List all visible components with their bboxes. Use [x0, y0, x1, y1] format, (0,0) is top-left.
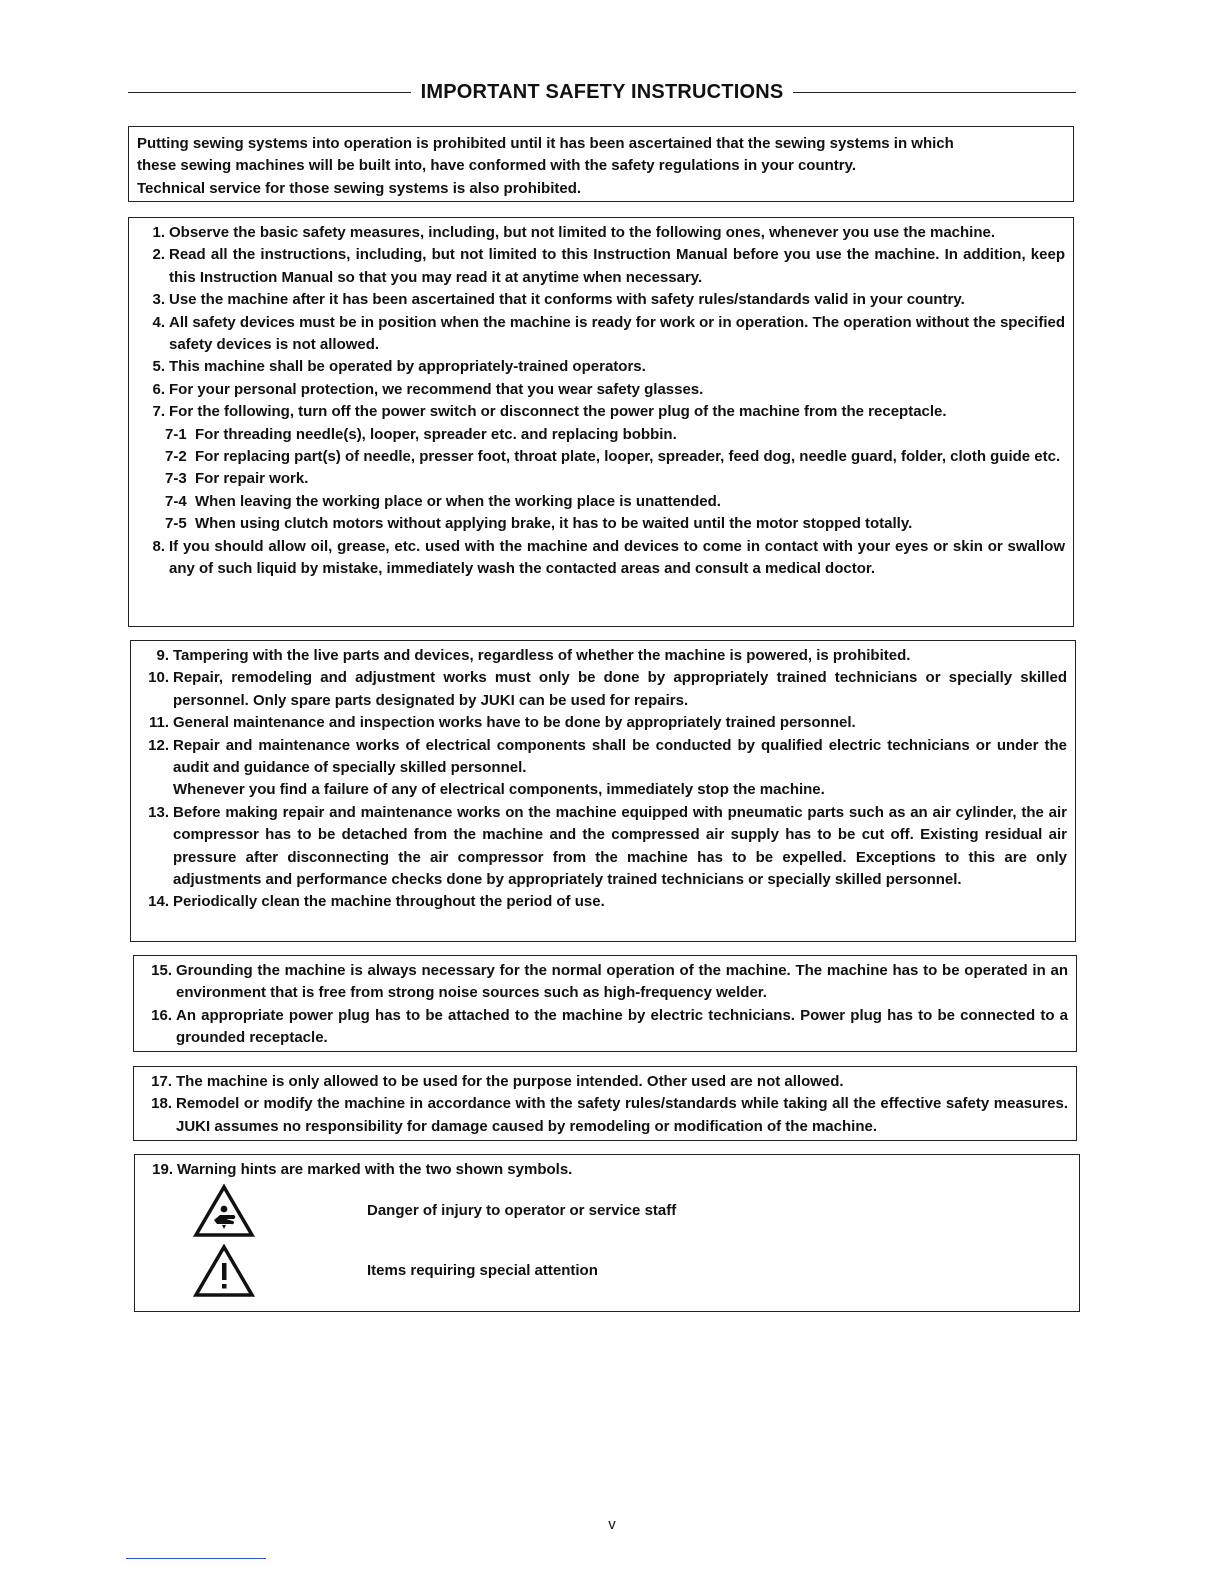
item-text: For your personal protection, we recommend that you wear safety glasses.: [169, 380, 704, 398]
item-text: Observe the basic safety measures, including, but not limited to the following ones, whenever you use the machine.: [169, 224, 996, 241]
list-item: [129, 289, 1065, 311]
sub-item-text: For replacing part(s) of needle, presser foot, throat plate, looper, spreader, feed dog, needle guard, folder, cloth guide etc.: [195, 448, 1061, 466]
intro-line-1: Putting sewing systems into operation is prohibited until it has been ascertained that the sewing systems in which: [137, 135, 954, 152]
item-number: 16.: [151, 1006, 172, 1024]
footer-rule: [126, 1558, 266, 1559]
item-text: Whenever you find a failure of any of electrical components, immediately stop the machine.: [173, 781, 825, 799]
item-text: Repair and maintenance works of electrical components shall be conducted by qualified electric technicians or under the audit and guidance of specially skilled personnel.: [173, 736, 1067, 777]
item-number: 8.: [152, 537, 165, 555]
list-item: [129, 312, 1065, 357]
sub-item: [165, 468, 1065, 490]
item-text: Read all the instructions, including, but not limited to this Instruction Manual before you use the machine. In addition, keep this Instruction Manual so that you may read it at anytime when necessary.: [169, 246, 1065, 286]
list-item: [131, 891, 1067, 913]
item-number: 7.: [152, 403, 165, 421]
item-text: The machine is only allowed to be used for the purpose intended. Other used are not allowed.: [176, 1073, 844, 1090]
sub-item-text: For repair work.: [195, 470, 309, 488]
list-item-continuation: [131, 779, 1067, 801]
sub-item: [165, 446, 1065, 468]
list-item: [134, 1005, 1068, 1050]
item-number: 2.: [152, 246, 165, 264]
sub-item-text: When using clutch motors without applying brake, it has to be waited until the motor stopped totally.: [195, 515, 913, 533]
safety-box-4: [133, 1066, 1077, 1141]
list-item: [129, 356, 1065, 378]
safety-box-1: [128, 217, 1074, 627]
sub-item-number: 7-4: [165, 492, 187, 510]
item-text: Grounding the machine is always necessary for the normal operation of the machine. The machine has to be operated in an environment that is free from strong noise sources such as high-frequency welder.: [176, 962, 1068, 1002]
safety-box-3: [133, 955, 1077, 1052]
sub-item-text: For threading needle(s), looper, spreader etc. and replacing bobbin.: [195, 425, 677, 443]
item-text: If you should allow oil, grease, etc. used with the machine and devices to come in contact with your eyes or skin or swallow any of such liquid by mistake, immediately wash the contacted areas and consult a medical doctor.: [169, 537, 1065, 578]
item-number: 13.: [148, 803, 169, 821]
list-item: [129, 536, 1065, 581]
list-item: [134, 960, 1068, 1005]
symbol-row-injury: [193, 1181, 1071, 1241]
title-rule-left: [128, 92, 411, 93]
item-text: General maintenance and inspection works have to be done by appropriately trained personnel.: [173, 714, 856, 732]
item-number: 6.: [152, 380, 165, 398]
item-number: 10.: [148, 669, 169, 687]
item-number: 15.: [151, 962, 172, 979]
page-title: IMPORTANT SAFETY INSTRUCTIONS: [420, 80, 784, 103]
hand-injury-warning-icon: [193, 1184, 255, 1238]
item-text: Warning hints are marked with the two shown symbols.: [177, 1161, 573, 1178]
title-rule-right: [793, 92, 1076, 93]
title-row: [128, 78, 1076, 106]
item-number: 18.: [151, 1095, 172, 1113]
safety-box-2: [130, 640, 1076, 942]
item-number: 14.: [148, 893, 169, 911]
exclamation-warning-icon: [193, 1244, 255, 1298]
item-text: This machine shall be operated by appropriately-trained operators.: [169, 358, 646, 376]
item-text: An appropriate power plug has to be attached to the machine by electric technicians. Power plug has to be connected to a grounded receptacle.: [176, 1006, 1068, 1047]
item-number-blank: [131, 779, 173, 801]
sub-item: [165, 513, 1065, 535]
sub-item-text: When leaving the working place or when the working place is unattended.: [195, 492, 721, 510]
symbol-label: Items requiring special attention: [367, 1262, 598, 1280]
list-item: [129, 244, 1065, 289]
item-number: 12.: [148, 736, 169, 754]
item-text: Use the machine after it has been ascertained that it conforms with safety rules/standards valid in your country.: [169, 291, 965, 309]
item-number: 17.: [151, 1073, 172, 1090]
list-item: [134, 1071, 1068, 1093]
item-text: Before making repair and maintenance works on the machine equipped with pneumatic parts such as an air cylinder, the air compressor has to be detached from the machine and the compressed air supply has to be cut off. Existing residual air pressure after disconnecting the air compressor from the machine has to be expelled. Exceptions to this are only adjustments and performance checks done by appropriately trained technicians or specially skilled personnel.: [173, 803, 1067, 889]
list-item: [131, 802, 1067, 892]
intro-line-2: these sewing machines will be built into, have conformed with the safety regulations in your country.: [137, 157, 857, 175]
item-number: 5.: [152, 358, 165, 376]
page-number: v: [608, 1516, 616, 1533]
list-item: [131, 645, 1067, 667]
list-item: [131, 667, 1067, 712]
safety-box-5: [134, 1154, 1080, 1312]
list-item: [129, 401, 1065, 423]
sub-item-number: 7-2: [165, 448, 187, 466]
sub-item-number: 7-1: [165, 425, 187, 443]
item-number: 9.: [156, 647, 169, 664]
list-item: [129, 379, 1065, 401]
list-item: [135, 1159, 1071, 1181]
sub-item: [165, 491, 1065, 513]
symbol-label: Danger of injury to operator or service staff: [367, 1202, 677, 1220]
item-text: For the following, turn off the power switch or disconnect the power plug of the machine from the receptacle.: [169, 403, 947, 421]
intro-line-3: Technical service for those sewing systems is also prohibited.: [137, 179, 582, 197]
list-item: [131, 735, 1067, 780]
list-item: [134, 1093, 1068, 1138]
item-text: Remodel or modify the machine in accordance with the safety rules/standards while taking all the effective safety measures. JUKI assumes no responsibility for damage caused by remodeling or modification of the machine.: [176, 1095, 1068, 1135]
item-number: 19.: [152, 1161, 173, 1178]
item-number: 3.: [152, 291, 165, 309]
item-text: Repair, remodeling and adjustment works must only be done by appropriately trained technicians or specially skilled personnel. Only spare parts designated by JUKI can be used for repairs.: [173, 669, 1067, 709]
item-number: 4.: [152, 313, 165, 331]
sub-item: [165, 424, 1065, 446]
list-item: [129, 222, 1065, 244]
intro-box: [128, 126, 1074, 202]
item-number: 11.: [148, 714, 169, 732]
sub-item-number: 7-5: [165, 515, 187, 533]
item-number: 1.: [152, 224, 165, 241]
item-text: All safety devices must be in position when the machine is ready for work or in operation. The operation without the specified safety devices is not allowed.: [169, 313, 1065, 354]
item-text: Periodically clean the machine throughout the period of use.: [173, 893, 605, 911]
list-item: [131, 712, 1067, 734]
item-text: Tampering with the live parts and devices, regardless of whether the machine is powered, is prohibited.: [173, 647, 911, 664]
sub-item-number: 7-3: [165, 470, 187, 488]
symbol-row-attention: [193, 1241, 1071, 1301]
